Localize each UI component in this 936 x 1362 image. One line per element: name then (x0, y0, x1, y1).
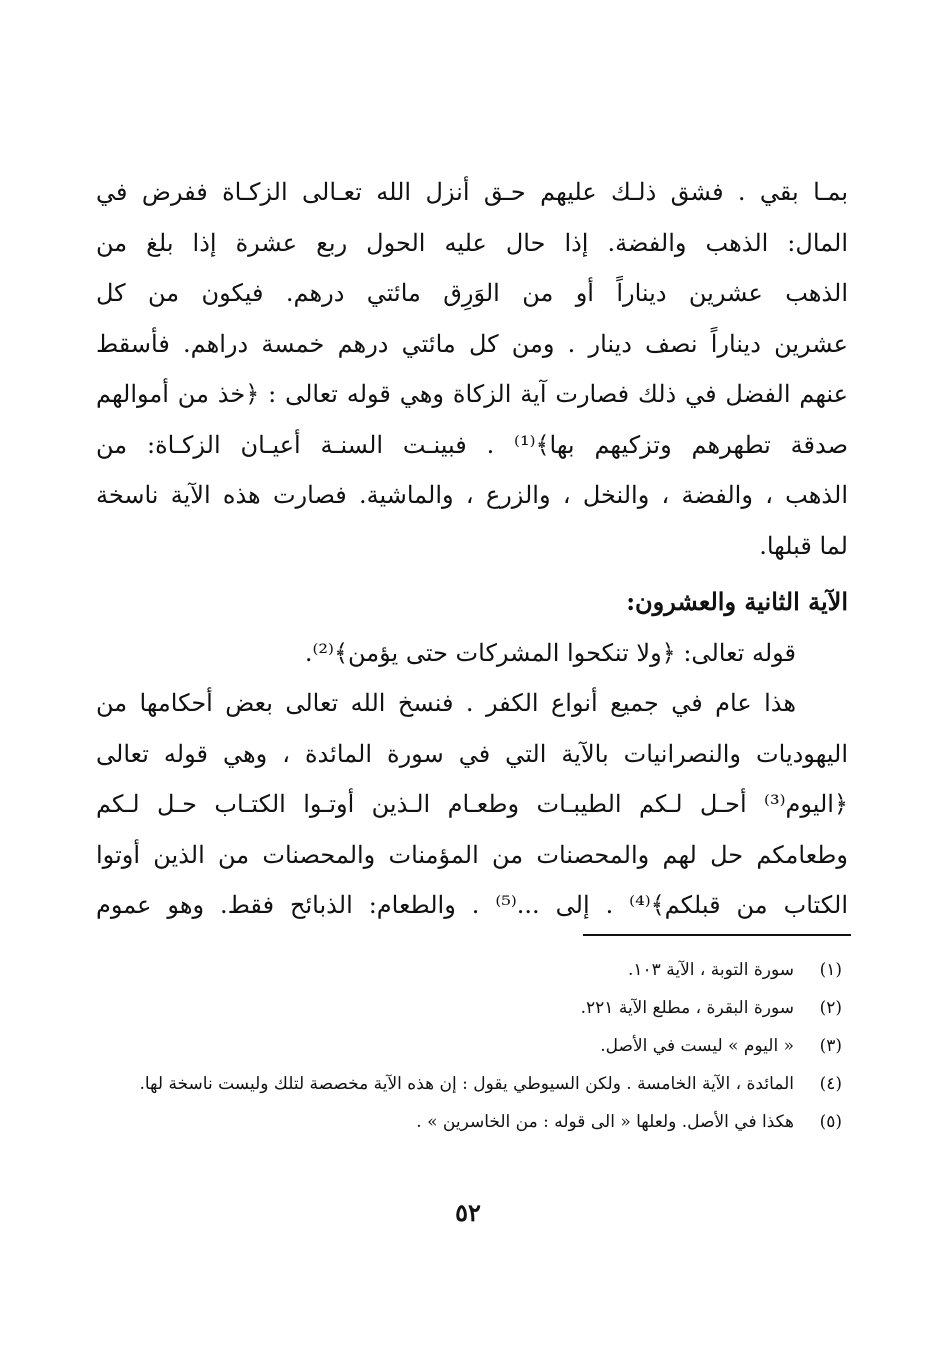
text-line: الكتاب من قبلكم﴾⁽⁴⁾ . إلى ...⁽⁵⁾ . والطعام: الذبائح فقط. وهو عموم (96, 891, 848, 919)
text-line: صدقة تطهرهم وتزكيهم بها﴾⁽¹⁾ . فبينـت السنـة أعيـان الزكـاة: من (96, 430, 848, 459)
footnotes (130, 955, 842, 1145)
footnote-text: هكذا في الأصل. ولعلها « الى قوله : من الخاسرين » . (416, 1112, 794, 1132)
footnote (130, 955, 842, 985)
text-line: وطعامكم حل لهم والمحصنات من المؤمنات والمحصنات من الذين أوتوا (96, 840, 848, 869)
text-line: المال: الذهب والفضة. إذا حال عليه الحول ربع عشرة إذا بلغ من (96, 228, 848, 257)
footnote-text: سورة البقرة ، مطلع الآية ٢٢١. (580, 998, 794, 1018)
main-text (96, 167, 848, 931)
footnote-number: (١) (819, 960, 842, 980)
text-line: عنهم الفضل في ذلك فصارت آية الزكاة وهي قوله تعالى : ﴿خذ من أموالهم (96, 380, 848, 408)
text-line: الذهب ، والفضة ، والنخل ، والزرع ، والماشية. فصارت هذه الآية ناسخة (96, 481, 848, 509)
text-line: اليهوديات والنصرانيات بالآية التي في سورة المائدة ، وهي قوله تعالى (96, 739, 848, 768)
footnote-text: سورة التوبة ، الآية ١٠٣. (628, 960, 794, 980)
text-line: الذهب عشرين ديناراً أو من الوَرِق مائتي درهم. فيكون من كل (96, 279, 848, 307)
text-line: ﴿اليوم⁽³⁾ أحـل لـكم الطيبـات وطعـام الـذين أوتـوا الكتـاب حـل لـكم (96, 790, 848, 818)
footnote-number: (٣) (819, 1036, 842, 1056)
footnote (130, 1031, 842, 1061)
text-line: عشرين ديناراً نصف دينار . ومن كل مائتي درهم خمسة دراهم. فأسقط (96, 329, 848, 358)
footnote (130, 1069, 842, 1099)
footnote-text: المائدة ، الآية الخامسة . ولكن السيوطي يقول : إن هذه الآية مخصصة لتلك وليست ناسخة لها. (139, 1074, 794, 1094)
verse-line: قوله تعالى: ﴿ولا تنكحوا المشركات حتى يؤمن﴾⁽²⁾. (304, 638, 796, 667)
footnote-number: (٢) (819, 998, 842, 1018)
section-heading: الآية الثانية والعشرون: (626, 587, 848, 616)
page-number: ٥٢ (455, 1198, 481, 1227)
footnote (130, 1107, 842, 1137)
text-line: لما قبلها. (759, 531, 848, 560)
text-line: بمـا بقي . فشق ذلـك عليهم حـق أنزل الله تعـالى الزكـاة ففرض في (96, 178, 848, 206)
footnote-text: « اليوم » ليست في الأصل. (600, 1036, 794, 1056)
footnote-number: (٤) (819, 1074, 842, 1094)
footnote (130, 993, 842, 1023)
footnote-divider (583, 934, 851, 936)
footnote-number: (٥) (819, 1112, 842, 1132)
text-line: هذا عام في جميع أنواع الكفر . فنسخ الله تعالى بعض أحكامها من (96, 689, 796, 717)
